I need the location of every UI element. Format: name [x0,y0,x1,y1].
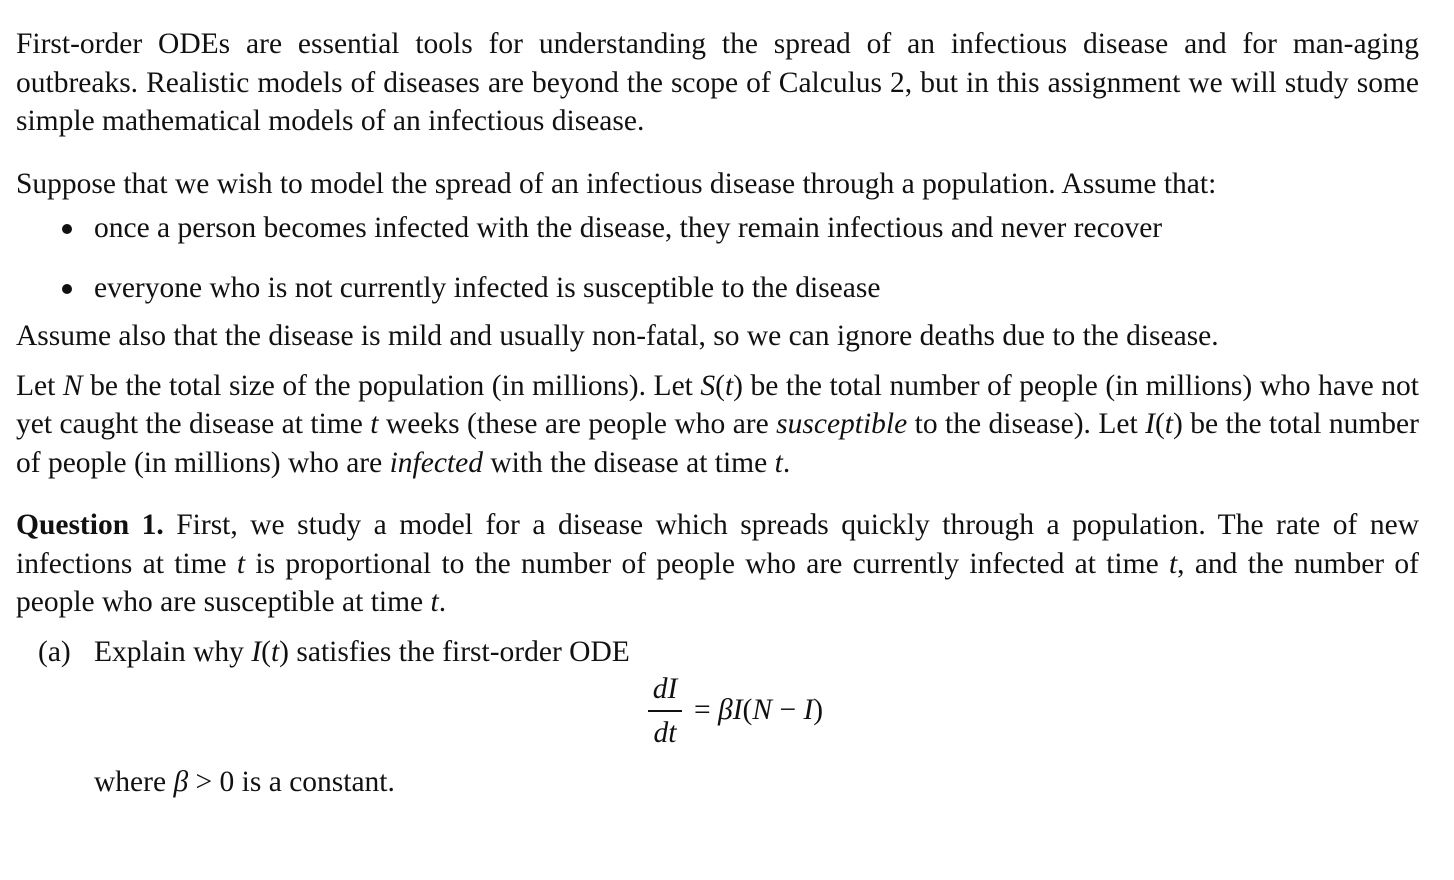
math-symbol: I [1145,408,1155,440]
text-run: be the total size of the population (in millions). Let [82,369,701,402]
assumption-text: once a person becomes infected with the disease, they remain infectious and never recover [94,212,1163,244]
assumptions-list [16,209,1419,307]
assignment-page [16,25,1419,802]
text-run: weeks (these are people who are [378,408,777,440]
text-run: ( [1154,408,1165,440]
math-symbol: I [803,694,814,726]
math-symbol: β [718,694,733,726]
fraction-denominator: dt [653,716,677,749]
math-symbol: N [62,369,83,402]
math-symbol: t [430,586,439,618]
text-run: ) be the total number of people (in millions) who have not yet caught the disease at time [16,369,1420,440]
math-symbol: t [236,547,246,580]
math-symbol: S [700,369,716,402]
emphasis-text: susceptible [776,408,908,440]
text-run: ) satisfies the first-order ODE [279,635,630,668]
math-symbol: t [1164,408,1173,440]
text-run: Let [16,369,63,402]
text-run: ) [813,694,824,726]
part-a [16,633,1419,672]
emphasis-text: infected [389,446,483,479]
math-symbol: t [774,446,783,479]
deaths-assumption: Assume also that the disease is mild and usually non-fatal, so we can ignore deaths due to the disease. [16,320,1219,352]
definitions-paragraph [16,367,1419,483]
math-symbol: β [173,766,189,798]
ode-equation [16,671,1419,763]
math-symbol: I [732,694,743,726]
text-run: ( [715,369,725,402]
math-symbol: t [1168,547,1178,580]
text-run: First, we study a model for a disease which spreads quickly through a population. The rate of new infections at time [16,509,1419,580]
math-symbol: I [251,635,262,668]
math-symbol: t [724,369,734,402]
fraction-bar [648,710,682,712]
assumptions-intro: Suppose that we wish to model the spread of an infectious disease through a population. Assume that: [16,167,1217,200]
text-run: > 0 is a constant. [188,766,395,798]
math-symbol: t [270,635,280,668]
equation-rhs [694,691,823,730]
text-run: ( [261,635,271,668]
constant-note [16,763,1419,802]
math-symbol: N [752,694,773,726]
text-run: where [94,766,174,798]
text-run: with the disease at time [482,446,775,479]
text-run: . [438,586,447,618]
text-run: ( [742,694,753,726]
intro-paragraph: First-order ODEs are essential tools for understanding the spread of an infectious disease and for man-aging outbreaks. Realistic models of diseases are beyond the scope of Calculus 2, but in this assignment we will study some simple mathematical models of an infectious disease. [16,28,1419,137]
assumption-text: everyone who is not currently infected is susceptible to the disease [94,271,881,304]
assumption-item [62,209,1419,248]
assumption-item [62,269,1419,308]
math-symbol: t [370,408,379,440]
question-heading: Question 1. [16,509,164,541]
text-run: is proportional to the number of people who are currently infected at time [245,547,1169,580]
derivative-fraction [648,671,682,751]
part-label: (a) [38,635,71,668]
text-run: Explain why [94,635,252,668]
text-run: ) be the total number of people (in millions) who are [16,408,1419,479]
bullet-icon [62,224,72,234]
text-run: , and the number of people who are susceptible at time [16,547,1419,618]
question-1 [16,506,1419,622]
equals-sign: = [694,694,719,726]
fraction-numerator: dI [652,673,678,705]
text-run: . [782,446,791,479]
bullet-icon [62,284,72,294]
text-run: to the disease). Let [907,408,1146,440]
minus-sign: − [772,694,804,726]
